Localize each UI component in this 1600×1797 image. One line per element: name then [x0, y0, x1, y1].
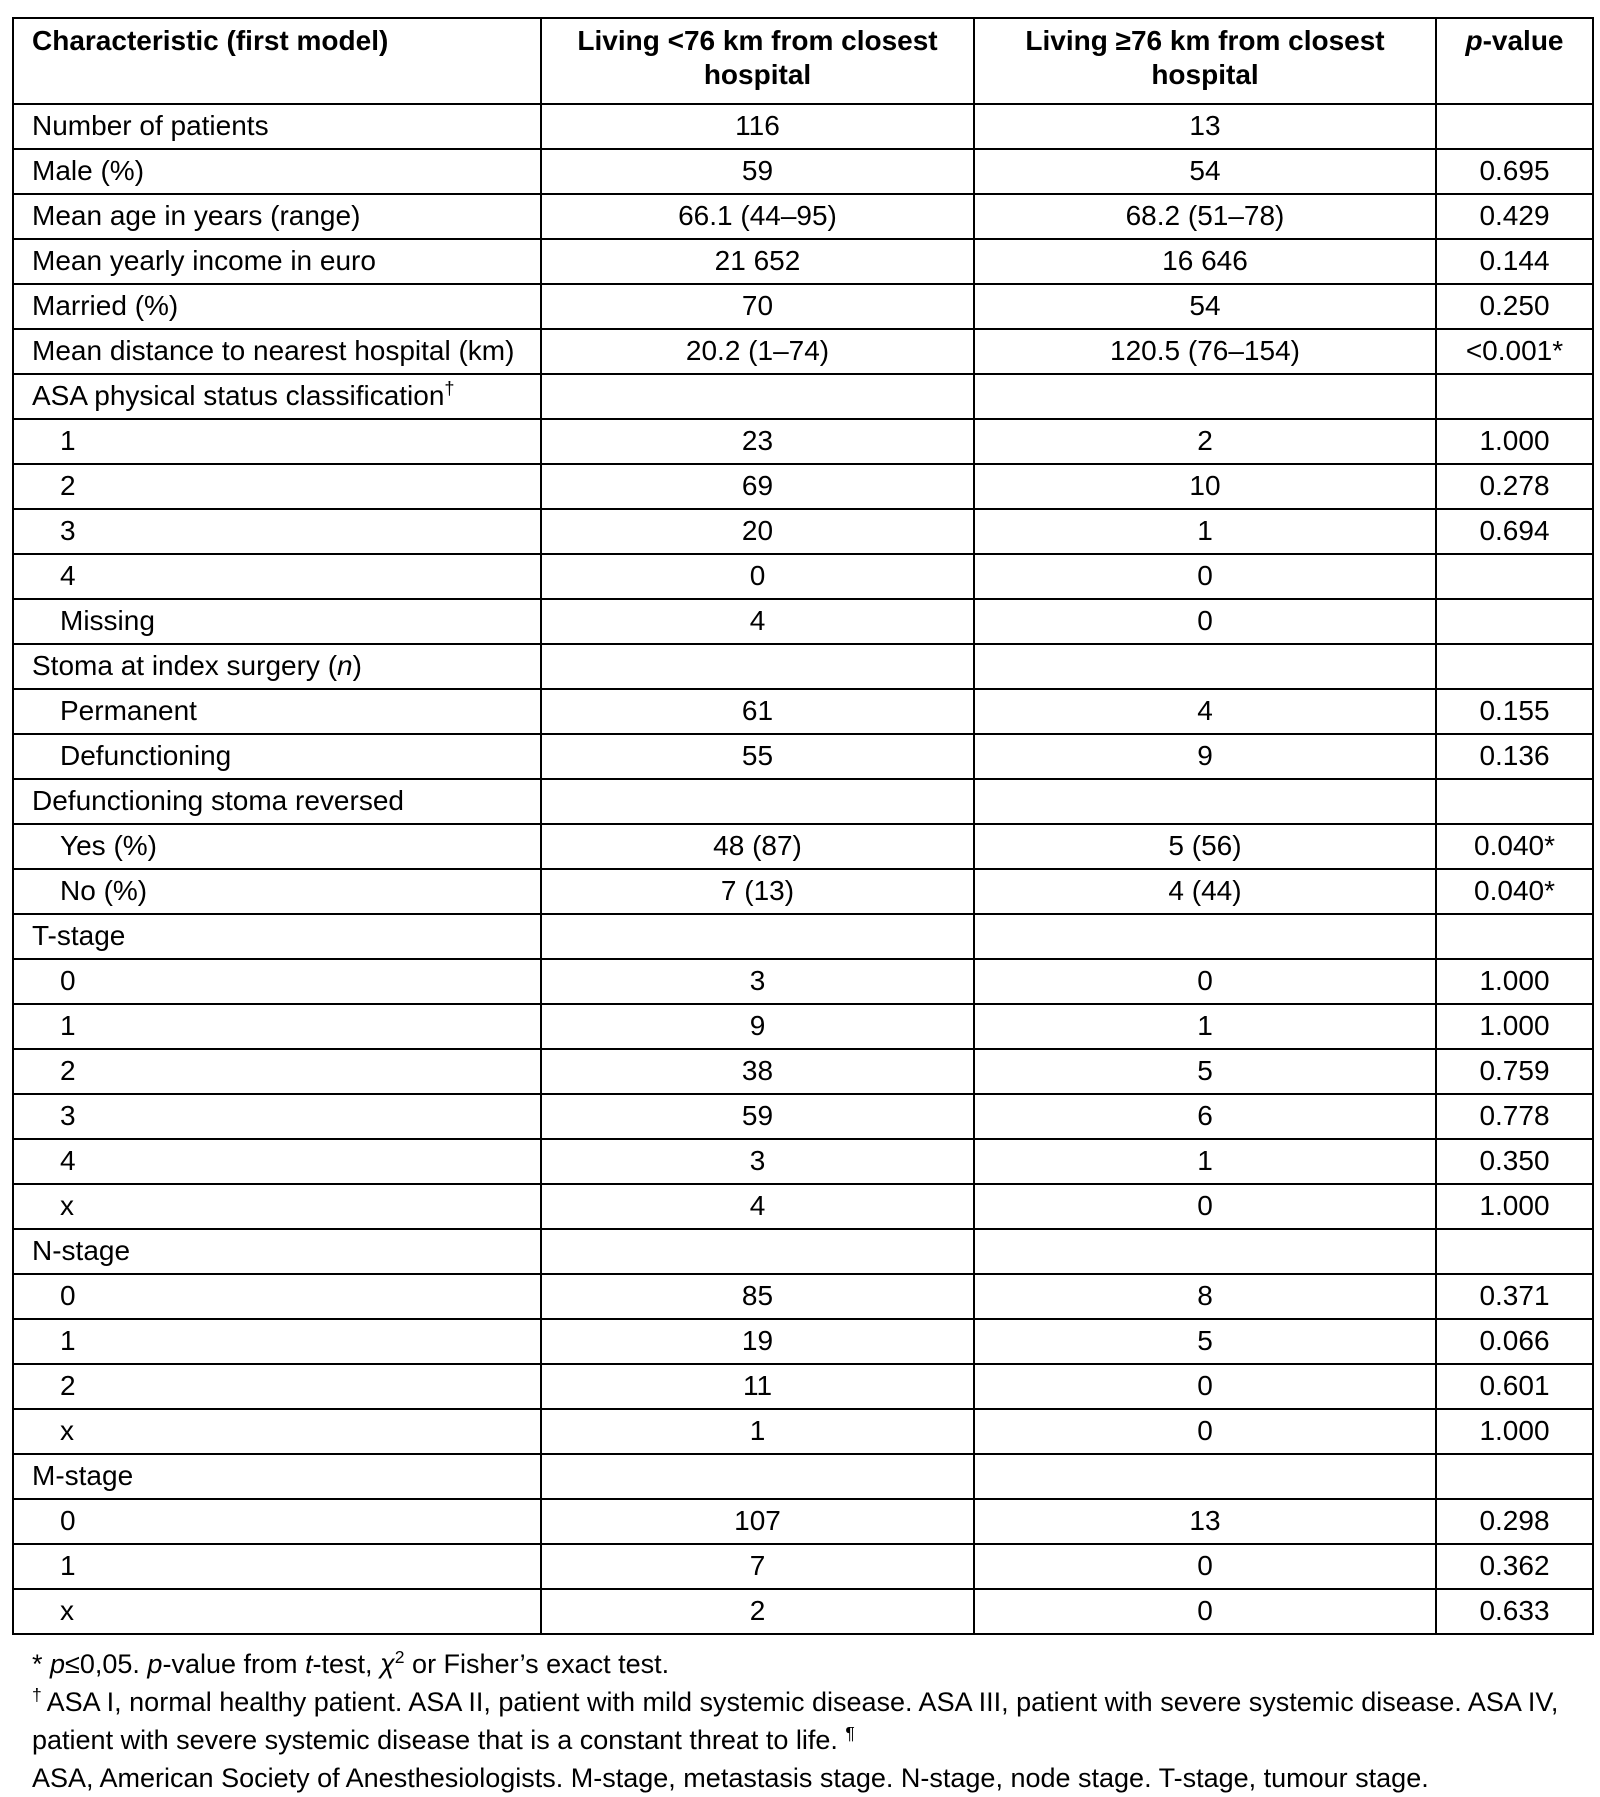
table-cell: 48 (87)	[541, 824, 974, 869]
table-row	[13, 1004, 1593, 1049]
table-cell	[974, 644, 1436, 689]
row-label: Married (%)	[13, 284, 541, 329]
table-row	[13, 554, 1593, 599]
table-cell: 0.278	[1436, 464, 1593, 509]
table-row	[13, 419, 1593, 464]
row-label: 2	[13, 464, 541, 509]
table-row	[13, 779, 1593, 824]
column-header: p-value	[1436, 18, 1593, 104]
table-cell	[974, 1454, 1436, 1499]
table-row	[13, 959, 1593, 1004]
table-cell: 2	[974, 419, 1436, 464]
row-label: N-stage	[13, 1229, 541, 1274]
table-cell: 0.601	[1436, 1364, 1593, 1409]
table-header	[13, 18, 1593, 104]
table-cell	[974, 1229, 1436, 1274]
table-cell: 0	[974, 1364, 1436, 1409]
row-label: 1	[13, 1004, 541, 1049]
table-cell: 0.695	[1436, 149, 1593, 194]
table-cell	[541, 1454, 974, 1499]
table-cell: 1.000	[1436, 1409, 1593, 1454]
characteristics-table	[12, 17, 1594, 1635]
table-row	[13, 374, 1593, 419]
footnote-line: † ASA I, normal healthy patient. ASA II, patient with mild systemic disease. ASA III, patient with severe systemic disease. ASA IV, patient with severe systemic disease that is a constant threat to life. ¶	[32, 1685, 1559, 1755]
table-row	[13, 329, 1593, 374]
table-cell: 66.1 (44–95)	[541, 194, 974, 239]
table-cell: <0.001*	[1436, 329, 1593, 374]
table-cell: 0	[974, 959, 1436, 1004]
table-cell	[1436, 1454, 1593, 1499]
table-cell: 0.298	[1436, 1499, 1593, 1544]
table-cell: 1.000	[1436, 1184, 1593, 1229]
table-cell: 1.000	[1436, 419, 1593, 464]
table-cell: 0.633	[1436, 1589, 1593, 1634]
table-cell: 0.429	[1436, 194, 1593, 239]
row-label: 2	[13, 1364, 541, 1409]
table-row	[13, 104, 1593, 149]
table-cell: 16 646	[974, 239, 1436, 284]
table-row	[13, 644, 1593, 689]
table-cell: 1	[541, 1409, 974, 1454]
table-cell: 55	[541, 734, 974, 779]
row-label: Mean yearly income in euro	[13, 239, 541, 284]
table-cell: 70	[541, 284, 974, 329]
table-row	[13, 824, 1593, 869]
table-row	[13, 464, 1593, 509]
table-cell	[1436, 644, 1593, 689]
table-cell: 7 (13)	[541, 869, 974, 914]
table-cell	[1436, 1229, 1593, 1274]
table-row	[13, 194, 1593, 239]
table-cell: 1.000	[1436, 1004, 1593, 1049]
row-label: No (%)	[13, 869, 541, 914]
table-cell: 0.371	[1436, 1274, 1593, 1319]
table-cell: 11	[541, 1364, 974, 1409]
table-cell	[974, 914, 1436, 959]
table-cell: 68.2 (51–78)	[974, 194, 1436, 239]
table-cell: 0.350	[1436, 1139, 1593, 1184]
table-cell: 59	[541, 149, 974, 194]
table-cell: 4	[541, 1184, 974, 1229]
row-label: 3	[13, 509, 541, 554]
table-cell: 1	[974, 509, 1436, 554]
table-cell	[541, 1229, 974, 1274]
table-cell: 116	[541, 104, 974, 149]
row-label: Defunctioning stoma reversed	[13, 779, 541, 824]
table-cell: 54	[974, 284, 1436, 329]
table-cell: 59	[541, 1094, 974, 1139]
table-row	[13, 1229, 1593, 1274]
table-cell: 4 (44)	[974, 869, 1436, 914]
table-cell: 1.000	[1436, 959, 1593, 1004]
table-row	[13, 869, 1593, 914]
row-label: x	[13, 1184, 541, 1229]
table-cell	[1436, 104, 1593, 149]
row-label: 1	[13, 419, 541, 464]
table-cell: 0	[974, 599, 1436, 644]
table-cell: 0.066	[1436, 1319, 1593, 1364]
table-cell: 1	[974, 1004, 1436, 1049]
table-cell	[974, 374, 1436, 419]
table-cell: 0.144	[1436, 239, 1593, 284]
row-label: 3	[13, 1094, 541, 1139]
table-row	[13, 1589, 1593, 1634]
table-cell	[541, 914, 974, 959]
table-cell: 4	[541, 599, 974, 644]
table-cell: 0	[974, 1409, 1436, 1454]
table-cell: 13	[974, 1499, 1436, 1544]
table-row	[13, 509, 1593, 554]
table-row	[13, 1184, 1593, 1229]
table-cell: 0.694	[1436, 509, 1593, 554]
table-cell: 85	[541, 1274, 974, 1319]
table-row	[13, 1049, 1593, 1094]
table-cell: 107	[541, 1499, 974, 1544]
row-label: 4	[13, 554, 541, 599]
table-cell: 3	[541, 1139, 974, 1184]
row-label: x	[13, 1409, 541, 1454]
footnotes	[12, 1635, 1592, 1797]
column-header: Characteristic (first model)	[13, 18, 541, 104]
row-label: Mean age in years (range)	[13, 194, 541, 239]
row-label: Yes (%)	[13, 824, 541, 869]
table-cell: 0.040*	[1436, 869, 1593, 914]
table-cell: 0.250	[1436, 284, 1593, 329]
table-body	[13, 104, 1593, 1634]
table-cell	[541, 644, 974, 689]
table-cell	[541, 374, 974, 419]
table-cell: 120.5 (76–154)	[974, 329, 1436, 374]
column-header: Living ≥76 km from closest hospital	[974, 18, 1436, 104]
table-cell: 0.155	[1436, 689, 1593, 734]
row-label: Permanent	[13, 689, 541, 734]
row-label: 1	[13, 1544, 541, 1589]
table-row	[13, 1139, 1593, 1184]
row-label: 4	[13, 1139, 541, 1184]
row-label: Number of patients	[13, 104, 541, 149]
table-cell: 0	[974, 1184, 1436, 1229]
table-cell	[1436, 599, 1593, 644]
table-row	[13, 1499, 1593, 1544]
table-cell: 0	[541, 554, 974, 599]
row-label: Missing	[13, 599, 541, 644]
table-cell: 4	[974, 689, 1436, 734]
table-row	[13, 1274, 1593, 1319]
table-cell: 9	[974, 734, 1436, 779]
table-row	[13, 599, 1593, 644]
row-label: 0	[13, 1274, 541, 1319]
table-cell: 69	[541, 464, 974, 509]
table-cell: 2	[541, 1589, 974, 1634]
table-cell: 38	[541, 1049, 974, 1094]
row-label: M-stage	[13, 1454, 541, 1499]
row-label: 0	[13, 959, 541, 1004]
table-row	[13, 1544, 1593, 1589]
table-cell: 10	[974, 464, 1436, 509]
table-cell: 54	[974, 149, 1436, 194]
table-cell	[1436, 374, 1593, 419]
table-cell: 0.778	[1436, 1094, 1593, 1139]
table-cell: 23	[541, 419, 974, 464]
table-row	[13, 284, 1593, 329]
row-label: 2	[13, 1049, 541, 1094]
table-row	[13, 149, 1593, 194]
table-cell: 5 (56)	[974, 824, 1436, 869]
table-row	[13, 734, 1593, 779]
table-cell: 0	[974, 1589, 1436, 1634]
table-cell	[1436, 914, 1593, 959]
table-cell: 5	[974, 1319, 1436, 1364]
table-cell: 1	[974, 1139, 1436, 1184]
footnote-line: * p≤0,05. p-value from t-test, $\chi^2$ or Fisher’s exact test.	[32, 1647, 670, 1679]
table-cell	[1436, 554, 1593, 599]
table-cell: 0.040*	[1436, 824, 1593, 869]
table-row	[13, 689, 1593, 734]
table-row	[13, 1409, 1593, 1454]
table-cell: 20	[541, 509, 974, 554]
table-cell: 0	[974, 554, 1436, 599]
header-row	[13, 18, 1593, 104]
row-label: ASA physical status classification†	[13, 374, 541, 419]
row-label: 0	[13, 1499, 541, 1544]
table-row	[13, 1454, 1593, 1499]
column-header: Living <76 km from closest hospital	[541, 18, 974, 104]
table-row	[13, 914, 1593, 959]
table-cell: 0.759	[1436, 1049, 1593, 1094]
table-cell: 0.362	[1436, 1544, 1593, 1589]
footnote-line: ASA, American Society of Anesthesiologists. M-stage, metastasis stage. N-stage, node stage. T-stage, tumour stage.	[32, 1763, 1429, 1793]
table-row	[13, 1094, 1593, 1139]
table-row	[13, 1364, 1593, 1409]
table-cell: 19	[541, 1319, 974, 1364]
row-label: Mean distance to nearest hospital (km)	[13, 329, 541, 374]
row-label: x	[13, 1589, 541, 1634]
table-cell: 13	[974, 104, 1436, 149]
table-cell: 61	[541, 689, 974, 734]
table-row	[13, 239, 1593, 284]
row-label: Stoma at index surgery (n)	[13, 644, 541, 689]
table-cell: 20.2 (1–74)	[541, 329, 974, 374]
table-cell	[974, 779, 1436, 824]
row-label: 1	[13, 1319, 541, 1364]
row-label: T-stage	[13, 914, 541, 959]
table-cell: 0.136	[1436, 734, 1593, 779]
table-row	[13, 1319, 1593, 1364]
table-cell: 5	[974, 1049, 1436, 1094]
table-cell	[1436, 779, 1593, 824]
table-cell: 8	[974, 1274, 1436, 1319]
table-cell	[541, 779, 974, 824]
table-cell: 6	[974, 1094, 1436, 1139]
table-cell: 21 652	[541, 239, 974, 284]
table-cell: 9	[541, 1004, 974, 1049]
table-cell: 7	[541, 1544, 974, 1589]
row-label: Male (%)	[13, 149, 541, 194]
row-label: Defunctioning	[13, 734, 541, 779]
table-cell: 0	[974, 1544, 1436, 1589]
table-cell: 3	[541, 959, 974, 1004]
